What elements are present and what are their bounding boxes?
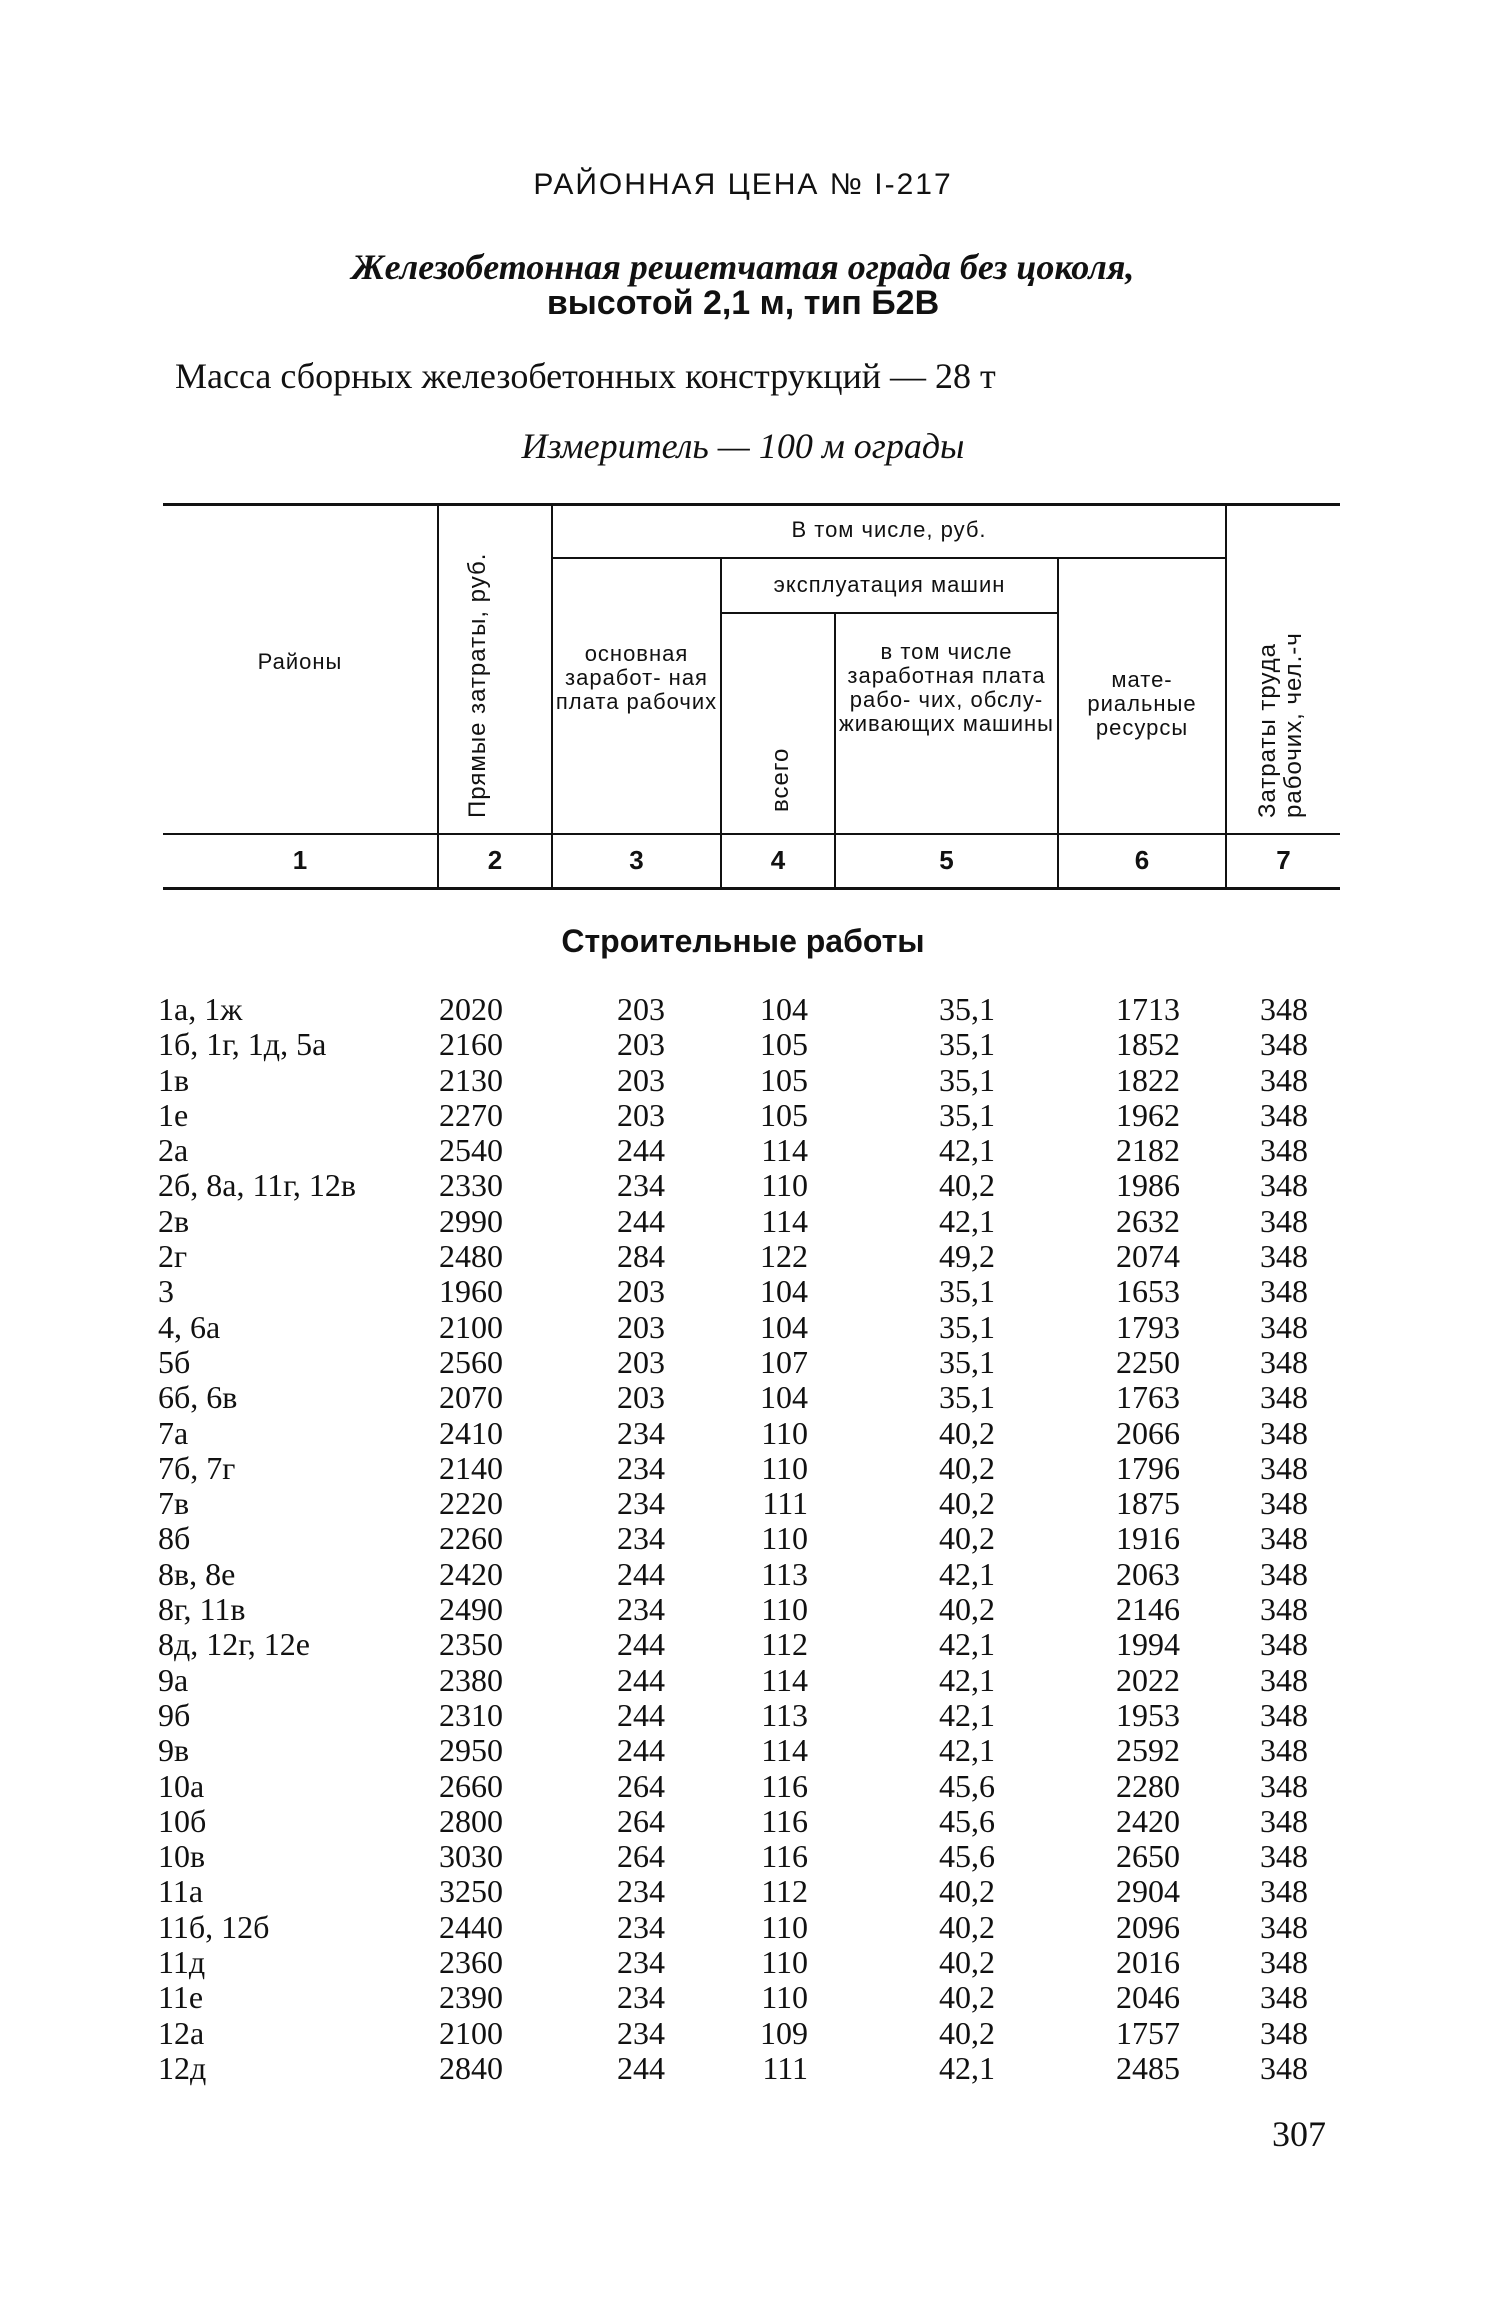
machines-total-cell: 104 — [760, 991, 808, 1027]
direct-costs-cell: 3030 — [439, 1838, 503, 1875]
direct-costs-cell: 2360 — [439, 1944, 503, 1981]
labor-cell: 348 — [1260, 1520, 1308, 1557]
table-row — [0, 1486, 1486, 1521]
table-row — [0, 1451, 1486, 1486]
direct-costs-cell: 2440 — [439, 1908, 503, 1945]
labor-cell: 348 — [1260, 1167, 1308, 1204]
machines-total-cell: 104 — [760, 1308, 808, 1345]
machines-total-cell: 122 — [760, 1238, 808, 1275]
table-row — [0, 1098, 1486, 1133]
table-row — [0, 1133, 1486, 1168]
machine-wage-cell: 45,6 — [939, 1838, 995, 1875]
region-cell: 1б, 1г, 1д, 5а — [158, 1026, 327, 1063]
machine-wage-cell: 35,1 — [939, 1308, 995, 1345]
labor-cell: 348 — [1260, 1343, 1308, 1380]
base-wage-cell: 203 — [617, 1273, 665, 1310]
region-cell: 11а — [158, 1873, 204, 1910]
machine-wage-cell: 40,2 — [939, 1167, 995, 1204]
materials-cell: 2016 — [1116, 1944, 1180, 1981]
table-row — [0, 1274, 1486, 1309]
region-cell: 2а — [158, 1132, 189, 1169]
materials-cell: 1962 — [1116, 1096, 1180, 1133]
labor-cell: 348 — [1260, 991, 1308, 1027]
header-regions: Районы — [257, 649, 343, 674]
table-row — [0, 1063, 1486, 1098]
region-cell: 12д — [158, 2049, 207, 2086]
table-row — [0, 1733, 1486, 1768]
direct-costs-cell: 2380 — [439, 1661, 503, 1698]
direct-costs-cell: 2390 — [439, 1979, 503, 2016]
labor-cell: 348 — [1260, 1767, 1308, 1804]
materials-cell: 1875 — [1116, 1485, 1180, 1522]
machines-total-cell: 110 — [761, 1449, 808, 1486]
machine-wage-cell: 35,1 — [939, 1379, 995, 1416]
labor-cell: 348 — [1260, 1061, 1308, 1098]
labor-cell: 348 — [1260, 1096, 1308, 1133]
header-base-wage: основная заработ- ная плата рабочих — [555, 641, 718, 714]
machine-wage-cell: 40,2 — [939, 1873, 995, 1910]
materials-cell: 1763 — [1116, 1379, 1180, 1416]
labor-cell: 348 — [1260, 1449, 1308, 1486]
materials-cell: 1757 — [1116, 2014, 1180, 2051]
header-group: В том числе, руб. — [791, 517, 987, 542]
direct-costs-cell: 2410 — [439, 1414, 503, 1451]
labor-cell: 348 — [1260, 1414, 1308, 1451]
document-subtitle-line1: Железобетонная решетчатая ограда без цоколя, — [351, 247, 1135, 287]
region-cell: 12а — [158, 2014, 205, 2051]
materials-cell: 2146 — [1116, 1591, 1180, 1628]
direct-costs-cell: 2490 — [439, 1591, 503, 1628]
machine-wage-cell: 35,1 — [939, 1273, 995, 1310]
machine-wage-cell: 35,1 — [939, 1096, 995, 1133]
machine-wage-cell: 40,2 — [939, 1944, 995, 1981]
labor-cell: 348 — [1260, 1944, 1308, 1981]
base-wage-cell: 203 — [617, 1061, 665, 1098]
table-row — [0, 1945, 1486, 1980]
base-wage-cell: 203 — [617, 1379, 665, 1416]
region-cell: 10а — [158, 1767, 205, 1804]
materials-cell: 1953 — [1116, 1696, 1180, 1733]
base-wage-cell: 244 — [617, 1132, 665, 1169]
table-row — [0, 1627, 1486, 1662]
price-table-body — [0, 992, 1486, 2086]
labor-cell: 348 — [1260, 1132, 1308, 1169]
header-machines-total: всего — [767, 747, 794, 812]
base-wage-cell: 234 — [617, 1944, 665, 1981]
machine-wage-cell: 42,1 — [939, 1202, 995, 1239]
region-cell: 9б — [158, 1696, 191, 1733]
machine-wage-cell: 40,2 — [939, 1485, 995, 1522]
machines-total-cell: 110 — [761, 1520, 808, 1557]
base-wage-cell: 244 — [617, 1626, 665, 1663]
region-cell: 8г, 11в — [158, 1591, 246, 1628]
materials-cell: 1994 — [1116, 1626, 1180, 1663]
page-number: 307 — [1272, 2114, 1326, 2154]
base-wage-cell: 234 — [617, 1449, 665, 1486]
labor-cell: 348 — [1260, 1379, 1308, 1416]
machines-total-cell: 116 — [761, 1838, 808, 1875]
materials-cell: 2074 — [1116, 1238, 1180, 1275]
direct-costs-cell: 2950 — [439, 1732, 503, 1769]
table-row — [0, 1804, 1486, 1839]
labor-cell: 348 — [1260, 2014, 1308, 2051]
measure-unit: Измеритель — 100 м ограды — [521, 426, 965, 466]
header-materials: мате- риальные ресурсы — [1087, 667, 1197, 740]
table-row — [0, 1380, 1486, 1415]
labor-cell: 348 — [1260, 1802, 1308, 1839]
table-row — [0, 1027, 1486, 1062]
materials-cell: 1986 — [1116, 1167, 1180, 1204]
region-cell: 10в — [158, 1838, 206, 1875]
col-number-5: 5 — [939, 845, 954, 875]
machines-total-cell: 116 — [761, 1767, 808, 1804]
machines-total-cell: 113 — [761, 1696, 808, 1733]
direct-costs-cell: 1960 — [439, 1273, 503, 1310]
labor-cell: 348 — [1260, 1591, 1308, 1628]
labor-cell: 348 — [1260, 1485, 1308, 1522]
table-row — [0, 1769, 1486, 1804]
base-wage-cell: 234 — [617, 1873, 665, 1910]
table-row — [0, 1310, 1486, 1345]
table-row — [0, 1521, 1486, 1556]
region-cell: 11б, 12б — [158, 1908, 270, 1945]
table-row — [0, 1874, 1486, 1909]
direct-costs-cell: 2270 — [439, 1096, 503, 1133]
labor-cell: 348 — [1260, 1238, 1308, 1275]
materials-cell: 2420 — [1116, 1802, 1180, 1839]
region-cell: 7а — [158, 1414, 189, 1451]
base-wage-cell: 203 — [617, 1096, 665, 1133]
table-row — [0, 2051, 1486, 2086]
labor-cell: 348 — [1260, 1202, 1308, 1239]
machines-total-cell: 111 — [762, 1485, 808, 1522]
divider-1 — [437, 506, 439, 888]
direct-costs-cell: 2990 — [439, 1202, 503, 1239]
materials-cell: 2904 — [1116, 1873, 1180, 1910]
base-wage-cell: 284 — [617, 1238, 665, 1275]
region-cell: 1в — [158, 1061, 190, 1098]
direct-costs-cell: 2130 — [439, 1061, 503, 1098]
direct-costs-cell: 2660 — [439, 1767, 503, 1804]
labor-cell: 348 — [1260, 2049, 1308, 2086]
base-wage-cell: 234 — [617, 1520, 665, 1557]
direct-costs-cell: 2220 — [439, 1485, 503, 1522]
section-title: Строительные работы — [561, 923, 925, 959]
materials-cell: 2096 — [1116, 1908, 1180, 1945]
machine-wage-cell: 40,2 — [939, 1591, 995, 1628]
base-wage-cell: 234 — [617, 1414, 665, 1451]
table-row — [0, 1910, 1486, 1945]
machine-wage-cell: 45,6 — [939, 1767, 995, 1804]
table-row — [0, 1980, 1486, 2015]
machine-wage-cell: 40,2 — [939, 1414, 995, 1451]
table-row — [0, 1698, 1486, 1733]
machines-total-cell: 114 — [761, 1732, 808, 1769]
table-row — [0, 2016, 1486, 2051]
col-number-6: 6 — [1134, 845, 1150, 875]
header-machines: эксплуатация машин — [773, 572, 1006, 597]
materials-cell: 1793 — [1116, 1308, 1180, 1345]
region-cell: 1а, 1ж — [158, 991, 243, 1027]
materials-cell: 2650 — [1116, 1838, 1180, 1875]
machines-total-cell: 107 — [760, 1343, 808, 1380]
table-row — [0, 1204, 1486, 1239]
labor-cell: 348 — [1260, 1979, 1308, 2016]
base-wage-cell: 203 — [617, 1343, 665, 1380]
machine-wage-cell: 42,1 — [939, 1555, 995, 1592]
machines-total-cell: 110 — [761, 1591, 808, 1628]
region-cell: 7б, 7г — [158, 1449, 236, 1486]
labor-cell: 348 — [1260, 1696, 1308, 1733]
divider-3 — [720, 557, 722, 888]
base-wage-cell: 203 — [617, 1308, 665, 1345]
table-row — [0, 1839, 1486, 1874]
direct-costs-cell: 2260 — [439, 1520, 503, 1557]
base-wage-cell: 234 — [617, 1591, 665, 1628]
materials-cell: 2022 — [1116, 1661, 1180, 1698]
base-wage-cell: 244 — [617, 1661, 665, 1698]
header-machine-wage: в том числе заработная плата рабо- чих, обслу- живающих машины — [839, 639, 1054, 736]
machines-total-cell: 110 — [761, 1944, 808, 1981]
direct-costs-cell: 2540 — [439, 1132, 503, 1169]
direct-costs-cell: 2840 — [439, 2049, 503, 2086]
labor-cell: 348 — [1260, 1873, 1308, 1910]
machines-total-cell: 116 — [761, 1802, 808, 1839]
col-number-4: 4 — [770, 845, 786, 875]
direct-costs-cell: 2100 — [439, 1308, 503, 1345]
table-row — [0, 1168, 1486, 1203]
labor-cell: 348 — [1260, 1273, 1308, 1310]
table-row — [0, 992, 1486, 1027]
direct-costs-cell: 2350 — [439, 1626, 503, 1663]
machine-wage-cell: 49,2 — [939, 1238, 995, 1275]
materials-cell: 1822 — [1116, 1061, 1180, 1098]
machines-total-cell: 105 — [760, 1096, 808, 1133]
region-cell: 8в, 8е — [158, 1555, 236, 1592]
materials-cell: 2632 — [1116, 1202, 1180, 1239]
materials-cell: 1852 — [1116, 1026, 1180, 1063]
machine-wage-cell: 40,2 — [939, 2014, 995, 2051]
direct-costs-cell: 2140 — [439, 1449, 503, 1486]
col-number-7: 7 — [1276, 845, 1291, 875]
table-row — [0, 1239, 1486, 1274]
base-wage-cell: 234 — [617, 1485, 665, 1522]
machine-wage-cell: 45,6 — [939, 1802, 995, 1839]
document-subtitle-line2: высотой 2,1 м, тип Б2В — [546, 284, 940, 322]
base-wage-cell: 234 — [617, 1908, 665, 1945]
base-wage-cell: 234 — [617, 1167, 665, 1204]
region-cell: 7в — [158, 1485, 190, 1522]
materials-cell: 2485 — [1116, 2049, 1180, 2086]
machine-wage-cell: 42,1 — [939, 2049, 995, 2086]
base-wage-cell: 244 — [617, 1555, 665, 1592]
region-cell: 11д — [158, 1944, 206, 1981]
header-labor: Затраты труда рабочих, чел.-ч — [1254, 632, 1307, 818]
materials-cell: 1653 — [1116, 1273, 1180, 1310]
materials-cell: 2592 — [1116, 1732, 1180, 1769]
base-wage-cell: 264 — [617, 1802, 665, 1839]
materials-cell: 2063 — [1116, 1555, 1180, 1592]
direct-costs-cell: 2480 — [439, 1238, 503, 1275]
machines-total-cell: 105 — [760, 1026, 808, 1063]
base-wage-cell: 234 — [617, 2014, 665, 2051]
direct-costs-cell: 2160 — [439, 1026, 503, 1063]
materials-cell: 2250 — [1116, 1343, 1180, 1380]
materials-cell: 1713 — [1116, 991, 1180, 1027]
direct-costs-cell: 2100 — [439, 2014, 503, 2051]
machine-wage-cell: 40,2 — [939, 1449, 995, 1486]
labor-cell: 348 — [1260, 1661, 1308, 1698]
machines-total-cell: 111 — [762, 2049, 808, 2086]
base-wage-cell: 244 — [617, 1696, 665, 1733]
machine-wage-cell: 40,2 — [939, 1908, 995, 1945]
base-wage-cell: 264 — [617, 1838, 665, 1875]
table-row — [0, 1592, 1486, 1627]
direct-costs-cell: 2310 — [439, 1696, 503, 1733]
machines-total-cell: 112 — [761, 1626, 808, 1663]
machine-wage-cell: 35,1 — [939, 1026, 995, 1063]
region-cell: 2в — [158, 1202, 190, 1239]
machine-wage-cell: 40,2 — [939, 1520, 995, 1557]
header-direct-costs: Прямые затраты, руб. — [464, 552, 491, 818]
labor-cell: 348 — [1260, 1908, 1308, 1945]
region-cell: 2г — [158, 1238, 188, 1275]
materials-cell: 1916 — [1116, 1520, 1180, 1557]
machine-wage-cell: 40,2 — [939, 1979, 995, 2016]
table-row — [0, 1345, 1486, 1380]
direct-costs-cell: 2070 — [439, 1379, 503, 1416]
base-wage-cell: 244 — [617, 1732, 665, 1769]
materials-cell: 2066 — [1116, 1414, 1180, 1451]
region-cell: 3 — [158, 1273, 174, 1310]
direct-costs-cell: 2800 — [439, 1802, 503, 1839]
machines-total-cell: 104 — [760, 1379, 808, 1416]
table-row — [0, 1416, 1486, 1451]
machines-total-cell: 112 — [761, 1873, 808, 1910]
region-cell: 5б — [158, 1343, 191, 1380]
region-cell: 1е — [158, 1096, 189, 1133]
machines-rule — [722, 612, 1057, 614]
region-cell: 11е — [158, 1979, 204, 2016]
machine-wage-cell: 42,1 — [939, 1696, 995, 1733]
materials-cell: 2046 — [1116, 1979, 1180, 2016]
machines-total-cell: 114 — [761, 1202, 808, 1239]
labor-cell: 348 — [1260, 1838, 1308, 1875]
group-rule — [553, 557, 1225, 559]
direct-costs-cell: 3250 — [439, 1873, 503, 1910]
document-title: РАЙОННАЯ ЦЕНА № I-217 — [533, 168, 953, 201]
header-mid-rule — [163, 833, 1340, 835]
base-wage-cell: 203 — [617, 1026, 665, 1063]
base-wage-cell: 244 — [617, 1202, 665, 1239]
machines-total-cell: 109 — [760, 2014, 808, 2051]
col-number-2: 2 — [487, 845, 503, 875]
materials-cell: 1796 — [1116, 1449, 1180, 1486]
machines-total-cell: 110 — [761, 1908, 808, 1945]
region-cell: 6б, 6в — [158, 1379, 238, 1416]
labor-cell: 348 — [1260, 1732, 1308, 1769]
materials-cell: 2182 — [1116, 1132, 1180, 1169]
machine-wage-cell: 42,1 — [939, 1732, 995, 1769]
labor-cell: 348 — [1260, 1026, 1308, 1063]
region-cell: 8б — [158, 1520, 191, 1557]
machine-wage-cell: 42,1 — [939, 1132, 995, 1169]
machine-wage-cell: 35,1 — [939, 1343, 995, 1380]
direct-costs-cell: 2330 — [439, 1167, 503, 1204]
machines-total-cell: 114 — [761, 1132, 808, 1169]
col-number-1: 1 — [292, 845, 308, 875]
base-wage-cell: 234 — [617, 1979, 665, 2016]
region-cell: 4, 6а — [158, 1308, 221, 1345]
direct-costs-cell: 2020 — [439, 991, 503, 1027]
table-row — [0, 1557, 1486, 1592]
table-row — [0, 1663, 1486, 1698]
col-number-3: 3 — [629, 845, 644, 875]
region-cell: 8д, 12г, 12е — [158, 1626, 310, 1663]
header-top-rule — [163, 503, 1340, 506]
base-wage-cell: 203 — [617, 991, 665, 1027]
base-wage-cell: 264 — [617, 1767, 665, 1804]
direct-costs-cell: 2420 — [439, 1555, 503, 1592]
machines-total-cell: 105 — [760, 1061, 808, 1098]
region-cell: 2б, 8а, 11г, 12в — [158, 1167, 356, 1204]
machines-total-cell: 110 — [761, 1167, 808, 1204]
machines-total-cell: 104 — [760, 1273, 808, 1310]
region-cell: 9а — [158, 1661, 189, 1698]
header-bottom-rule — [163, 887, 1340, 890]
materials-cell: 2280 — [1116, 1767, 1180, 1804]
divider-6 — [1225, 506, 1227, 888]
machine-wage-cell: 42,1 — [939, 1626, 995, 1663]
machines-total-cell: 114 — [761, 1661, 808, 1698]
region-cell: 9в — [158, 1732, 190, 1769]
machine-wage-cell: 35,1 — [939, 991, 995, 1027]
machines-total-cell: 110 — [761, 1414, 808, 1451]
region-cell: 10б — [158, 1802, 207, 1839]
labor-cell: 348 — [1260, 1555, 1308, 1592]
mass-note: Масса сборных железобетонных конструкций — 28 т — [175, 356, 996, 396]
labor-cell: 348 — [1260, 1626, 1308, 1663]
direct-costs-cell: 2560 — [439, 1343, 503, 1380]
base-wage-cell: 244 — [617, 2049, 665, 2086]
machines-total-cell: 113 — [761, 1555, 808, 1592]
machine-wage-cell: 42,1 — [939, 1661, 995, 1698]
machine-wage-cell: 35,1 — [939, 1061, 995, 1098]
labor-cell: 348 — [1260, 1308, 1308, 1345]
machines-total-cell: 110 — [761, 1979, 808, 2016]
